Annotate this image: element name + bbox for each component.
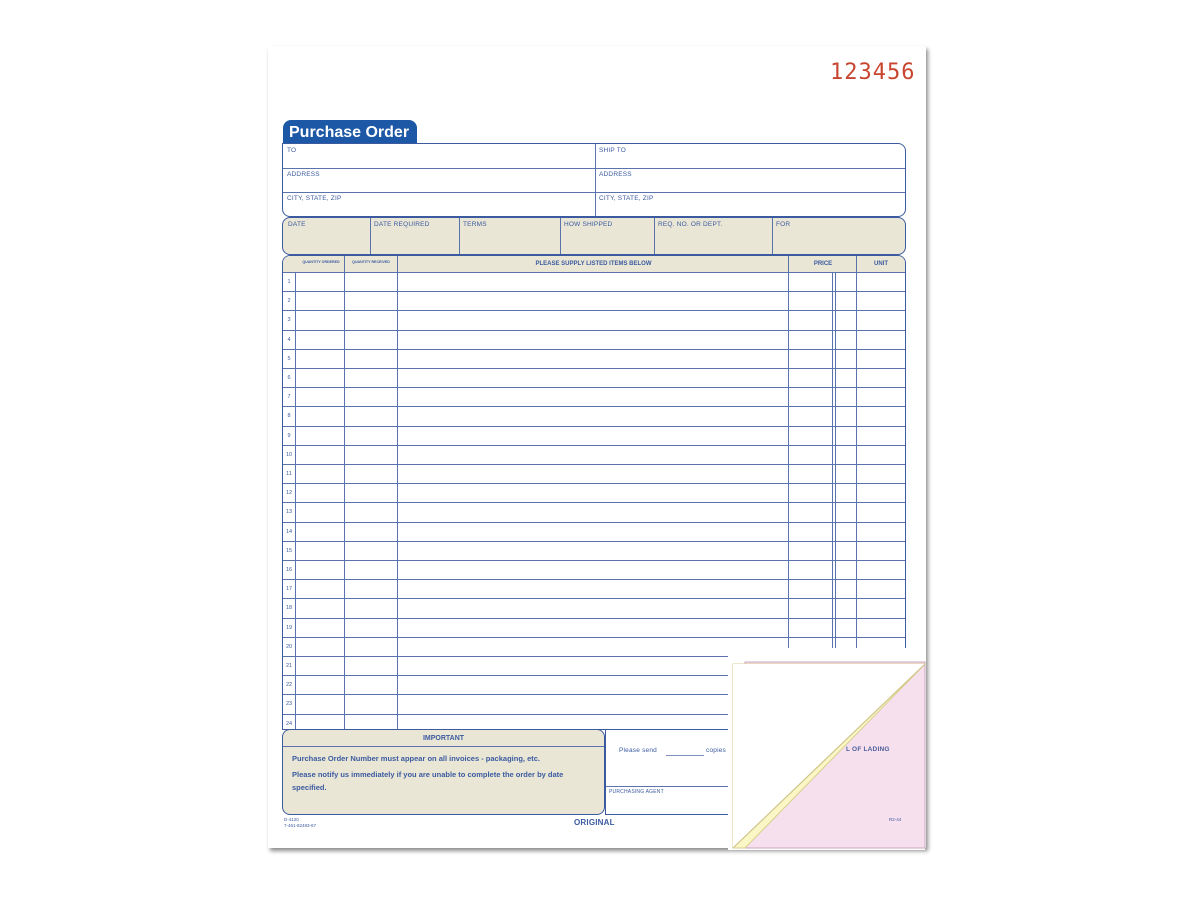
col-items: PLEASE SUPPLY LISTED ITEMS BELOW bbox=[535, 261, 652, 267]
row-number: 19 bbox=[285, 624, 293, 631]
bill-of-lading-label: L OF LADING bbox=[846, 746, 890, 753]
copy-label: ORIGINAL bbox=[574, 818, 615, 827]
how-shipped-label: HOW SHIPPED bbox=[564, 221, 613, 228]
to-label: TO bbox=[287, 147, 297, 154]
row-number: 24 bbox=[285, 720, 293, 727]
row-number: 18 bbox=[285, 605, 293, 612]
important-line-1: Purchase Order Number must appear on all invoices - packaging, etc. bbox=[292, 754, 540, 763]
serial-number: 123456 bbox=[830, 60, 916, 85]
please-send-label: Please send bbox=[619, 747, 657, 754]
row-number: 11 bbox=[286, 471, 292, 477]
ship-city-state-zip-label: CITY, STATE, ZIP bbox=[599, 195, 654, 202]
copies-label: copies bbox=[706, 747, 726, 754]
row-number: 12 bbox=[285, 490, 293, 497]
city-state-zip-label: CITY, STATE, ZIP bbox=[287, 195, 342, 202]
form-code-1: D-4120 bbox=[284, 817, 299, 822]
col-unit: UNIT bbox=[874, 261, 888, 267]
row-number: 22 bbox=[285, 682, 293, 689]
row-number: 7 bbox=[287, 394, 291, 401]
row-number: 10 bbox=[285, 451, 293, 458]
date-label: DATE bbox=[288, 221, 306, 228]
row-number: 20 bbox=[285, 643, 293, 650]
form-code-2: 7-461-82483-67 bbox=[284, 823, 317, 828]
col-quantity-received: QUANTITY RECEIVED bbox=[352, 260, 390, 264]
form-title: Purchase Order bbox=[283, 120, 417, 144]
row-number: 5 bbox=[287, 355, 291, 362]
row-number: 8 bbox=[287, 413, 291, 420]
ship-address-label: ADDRESS bbox=[599, 171, 632, 178]
row-number: 21 bbox=[285, 663, 293, 669]
row-number: 4 bbox=[287, 336, 291, 343]
req-no-label: REQ. NO. OR DEPT. bbox=[658, 221, 723, 228]
row-number: 9 bbox=[287, 432, 291, 439]
row-number: 3 bbox=[287, 317, 291, 324]
row-number: 23 bbox=[285, 701, 293, 708]
for-label: FOR bbox=[776, 221, 791, 228]
row-number: 6 bbox=[287, 375, 291, 381]
date-required-label: DATE REQUIRED bbox=[374, 221, 430, 228]
row-number: 1 bbox=[287, 279, 291, 285]
col-price: PRICE bbox=[813, 261, 833, 267]
right-code: R2-44 bbox=[889, 817, 902, 822]
row-number: 14 bbox=[285, 528, 293, 535]
row-number: 2 bbox=[287, 298, 291, 305]
row-number: 15 bbox=[285, 547, 293, 554]
purchasing-agent-label: PURCHASING AGENT bbox=[609, 789, 664, 795]
address-label: ADDRESS bbox=[287, 171, 320, 178]
row-number: 13 bbox=[285, 509, 293, 516]
terms-label: TERMS bbox=[463, 221, 487, 228]
important-line-2: Please notify us immediately if you are unable to complete the order by date specified. bbox=[292, 770, 564, 792]
ship-to-label: SHIP TO bbox=[599, 147, 627, 154]
important-heading: IMPORTANT bbox=[422, 735, 465, 742]
row-number: 17 bbox=[285, 586, 293, 593]
row-number: 16 bbox=[285, 567, 293, 573]
col-quantity-ordered: QUANTITY ORDERED bbox=[302, 260, 340, 264]
